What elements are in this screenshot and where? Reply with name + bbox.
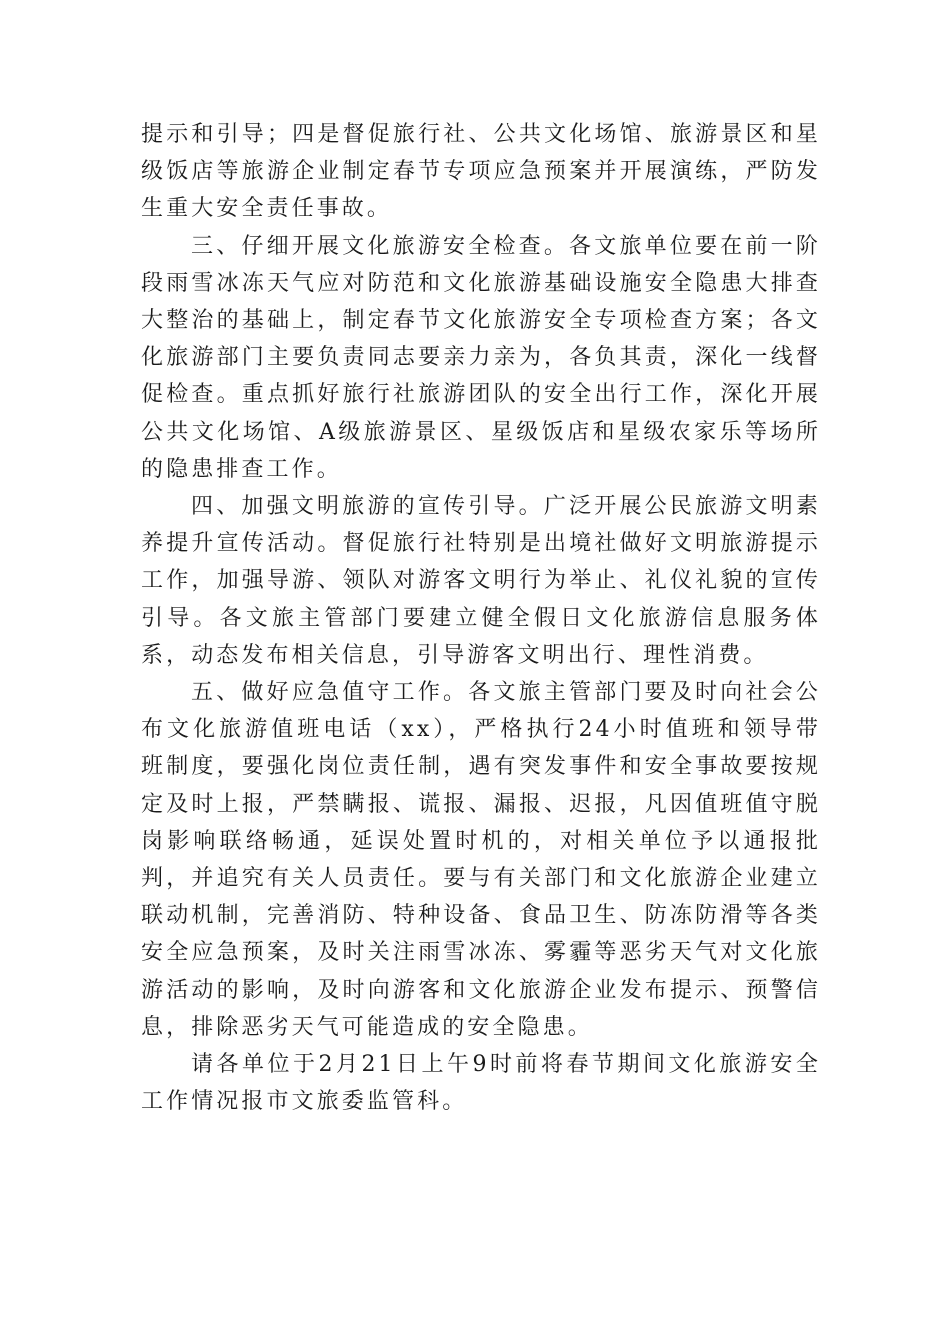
paragraph-2: 三、仔细开展文化旅游安全检查。各文旅单位要在前一阶段雨雪冰冻天气应对防范和文化旅游基础设施安全隐患大排查大整治的基础上，制定春节文化旅游安全专项检查方案；各文化旅游部门主要负责同志要亲力亲为，各负其责，深化一线督促检查。重点抓好旅行社旅游团队的安全出行工作，深化开展公共文化场馆、A级旅游景区、星级饭店和星级农家乐等场所的隐患排查工作。 <box>141 233 821 482</box>
paragraph-4: 五、做好应急值守工作。各文旅主管部门要及时向社会公布文化旅游值班电话（xx），严格执行24小时值班和领导带班制度，要强化岗位责任制，遇有突发事件和安全事故要按规定及时上报，严禁瞒报、谎报、漏报、迟报，凡因值班值守脱岗影响联络畅通，延误处置时机的，对相关单位予以通报批判，并追究有关人员责任。要与有关部门和文化旅游企业建立联动机制，完善消防、特种设备、食品卫生、防冻防滑等各类安全应急预案，及时关注雨雪冰冻、雾霾等恶劣天气对文化旅游活动的影响，及时向游客和文化旅游企业发布提示、预警信息，排除恶劣天气可能造成的安全隐患。 <box>141 680 821 1040</box>
paragraph-1: 提示和引导；四是督促旅行社、公共文化场馆、旅游景区和星级饭店等旅游企业制定春节专项应急预案并开展演练，严防发生重大安全责任事故。 <box>141 122 821 222</box>
paragraph-3: 四、加强文明旅游的宣传引导。广泛开展公民旅游文明素养提升宣传活动。督促旅行社特别是出境社做好文明旅游提示工作，加强导游、领队对游客文明行为举止、礼仪礼貌的宣传引导。各文旅主管部门要建立健全假日文化旅游信息服务体系，动态发布相关信息，引导游客文明出行、理性消费。 <box>141 494 821 668</box>
paragraph-5: 请各单位于2月21日上午9时前将春节期间文化旅游安全工作情况报市文旅委监管科。 <box>141 1052 821 1115</box>
document-body <box>141 116 821 1120</box>
